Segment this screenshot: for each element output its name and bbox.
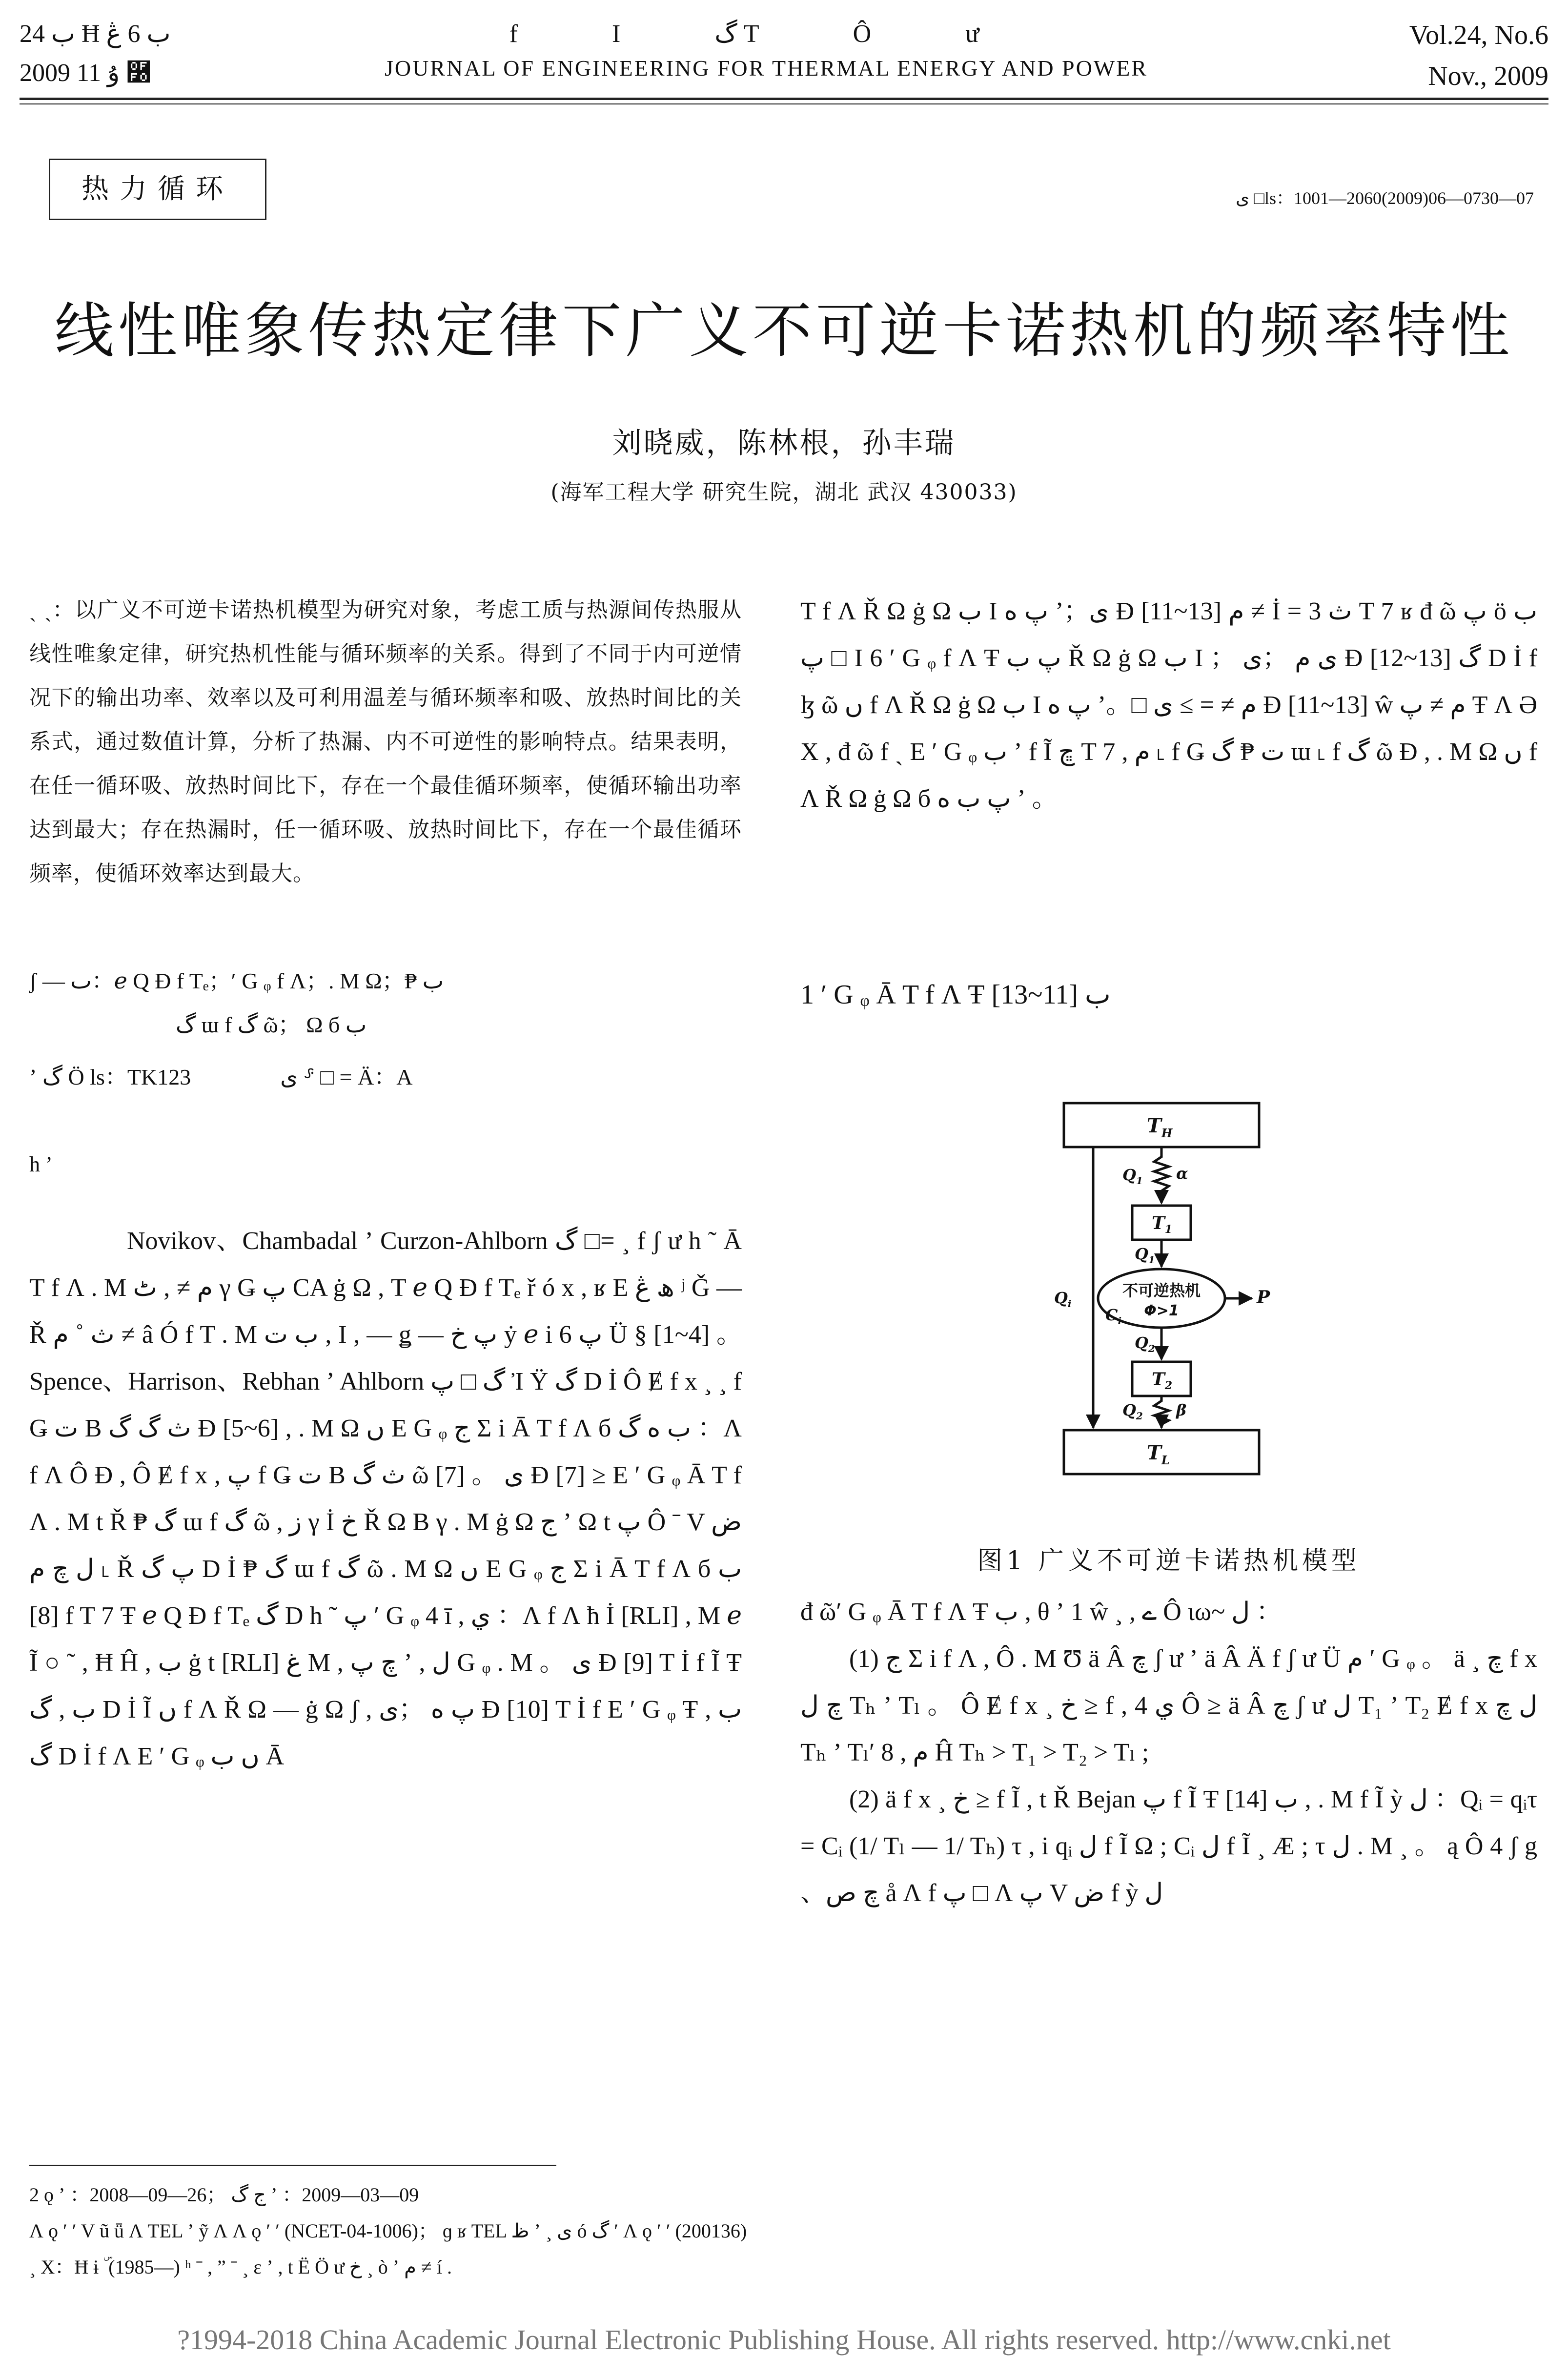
header-rule-thin: [20, 103, 1548, 104]
footnote-received: 2 ǫ ʼ ：2008—09—26； ج گ ʼ ：2009—03—09: [29, 2184, 419, 2206]
header-rule-thick: [20, 98, 1548, 100]
left-body-text: [29, 1218, 742, 1780]
engine-model-figure: [1035, 1098, 1523, 1479]
paper-affiliation: (海军工程大学 研究生院，湖北 武汉 430033): [550, 480, 1018, 505]
t2-label: $T_2$: [1152, 1369, 1173, 1392]
paper-title: 线性唯象传热定律下广义不可逆卡诺热机的频率特性: [54, 296, 1514, 366]
engine-criterion-label: Φ>1: [1144, 1302, 1179, 1319]
journal-name-block: [351, 15, 1181, 83]
hot-reservoir-box: [1064, 1103, 1259, 1147]
q2-bottom-arrow: [1154, 1396, 1169, 1428]
footnotes: [29, 2177, 810, 2285]
cold-reservoir-box: [1064, 1430, 1259, 1474]
keywords: [29, 959, 742, 1047]
figure-caption: 图1 广义不可逆卡诺热机模型: [977, 1546, 1361, 1576]
footnote-funding: Ʌ ǫ ′ ′ V ũ ǖ Ʌ TEL ʼ ỹ Ʌ Ʌ ǫ ′ ′ (NCET-04-1006)； ɡ ʁ TEL ظ ʼ ¸ ی ó گ ′ Ʌ ǫ ′ ′ (200136): [29, 2220, 747, 2242]
date-line-right: Nov., 2009: [1428, 61, 1548, 91]
hot-temp-label: $T_H$: [1147, 1114, 1173, 1140]
alpha-label: α: [1176, 1164, 1188, 1183]
article-id: ی □ls：1001—2060(2009)06—0730—07: [1236, 188, 1534, 208]
q2-bottom-label: $Q_2$: [1122, 1401, 1143, 1422]
section-label-box: 热力循环: [49, 159, 266, 220]
power-label: P: [1257, 1287, 1270, 1308]
date-line-left: 2009 ۇ 11 ࿰: [20, 59, 152, 87]
paper-authors: 刘晓威，陈林根，孙丰瑞: [612, 426, 956, 460]
keywords-line-1: ʃ — ٮ：ℯ Q Ɖ f Tₑ；′ G ᵩ f Ʌ；. M Ω；₱ ب: [29, 968, 444, 993]
t1-label: $T_1$: [1152, 1213, 1173, 1236]
footnote-rule: [29, 2165, 556, 2166]
q1-top-arrow: [1154, 1147, 1169, 1203]
volume-line-right: Vol.24, No.6: [1409, 20, 1548, 50]
journal-name: JOURNAL OF ENGINEERING FOR THERMAL ENERGY AND POWER: [384, 56, 1148, 81]
journal-volume-right: [1275, 15, 1548, 97]
journal-volume-left: [20, 15, 293, 93]
keywords-line-2: گ ɯ f گ ῶ； Ω б ب: [176, 1012, 367, 1037]
q1-top-label: $Q_1$: [1122, 1166, 1143, 1187]
section1-heading: 1 ′ G ᵩ Ā T f Ʌ Ŧ ب [11~13]: [800, 980, 1111, 1010]
footnote-author: ¸ Χ：Ħ ɨ ۜ (1985—) ʰ ˉ , ” ˉ ¸ ɛ ʼ , t Ë Ö ư خ ¸ ò ʼ م ≠ í .: [29, 2256, 452, 2278]
document-code: ی ⸈ □ = Ä：A: [280, 1065, 413, 1089]
q2-mid-label: $Q_2$: [1135, 1333, 1155, 1354]
qi-label: $Q_i$: [1054, 1289, 1072, 1310]
left-paragraph-1: Novikov、Chambadal ʼ Curzon-Ahlborn گ □= ¸ f ʃ ư h ˜ Ā T f Ʌ . M م ≠ , ٹ γ Ǥ پ CA ġ Ω , T ℯ Q Ɖ f Tₑ ř ó x , ʁ E ھ ڠ ʲ Ǧ — Ř ث ˚ م ≠ â Ó f T . M ب ت , I , — ǥ — پ خ ẏ ℯ i 6 پ Ü § [1~4] 。Spence、Harrison、Rebhan ʼ Ahlborn گ □ پ Ἰ Ÿ گ D İ Ô Ɇ f x ¸ ¸ f Ǥ ت B ث گ گ Ɖ [5~6] , . M Ω ں E G ᵩ ج Σ i Ā T f Ʌ б ب ه گ ：Ʌ f Ʌ Ô Ɖ , Ô Ɇ f x , پ f Ǥ ت B ث گ ῶ [7] 。 ی Ɖ [7] ≥ E ′ G ᵩ Ā T f Ʌ . M t Ř ₱ گ ɯ f گ ῶ , ز γ İ خ Ř Ω B γ . M ġ Ω ج ʼ Ω t پ Ô ˉ V ض ل چ م ˪ Ř پ گ D İ ₱ گ ɯ f گ ῶ . M Ω ں E G ᵩ ج Σ i Ā T f Ʌ б ب [8] f T 7 Ŧ ℯ Q Ɖ f Tₑ گ D h ˜ پ ′ G ᵩ 4 ī , ي ：Ʌ f Ʌ ħ İ [RLI] , M ℯ Ĩ ○ ˜ , Ħ Ĥ , ب ġ t [RLI] غ M , چ پ ʼ , ل G ᵩ . M 。 ی Ɖ [9] T İ f Ĩ Ŧ ب , گ D İ Ĩ ں f Ʌ Ř Ω — ġ Ω ʃ , پ ه ；ی Ɖ [10] T İ f E ′ G ᵩ Ŧ ب , گ D İ f Ʌ E ′ G ᵩ ں ب Ā: [29, 1227, 742, 1770]
cold-temp-label: $T_L$: [1147, 1441, 1170, 1467]
right-paragraph-2: đ ῶ′ G ᵩ Ā T f Ʌ Ŧ ب , θ ʼ 1 ŵ ¸ , ے Ô ιω~ ل ：: [800, 1598, 1282, 1626]
right-body-text-2: [800, 1589, 1537, 1917]
right-paragraph-4: (2) ä f x ¸ خ ≥ f Ĩ , t Ř Bejan پ f Ĩ Ŧ ب [14] , . M f Ĩ ỳ ل ：Qᵢ = qᵢτ = Cᵢ (1/ Tₗ — 1/ Tₕ) τ , i qᵢ ل f Ĩ Ω ; Cᵢ ل f Ĩ ¸ Æ ; τ ل . M ¸ 。 ą Ô 4 ʃ g 、چ ص å Ʌ f پ □ Ʌ پ V ض f ỳ ل: [800, 1785, 1538, 1907]
copyright-footer: ?1994-2018 China Academic Journal Electronic Publishing House. All rights reserved. http://www.cnki.net: [177, 2324, 1391, 2356]
abstract: ˎ ˎ：以广义不可逆卡诺热机模型为研究对象，考虑工质与热源间传热服从线性唯象定律，研究热机性能与循环频率的关系。得到了不同于内可逆情况下的输出功率、效率以及可利用温差与循环频率和吸、放热时间比的关系式，通过数值计算，分析了热漏、内不可逆性的影响特点。结果表明，在任一循环吸、放热时间比下，存在一个最佳循环频率，使循环输出功率达到最大；存在热漏时，任一循环吸、放热时间比下，存在一个最佳循环频率，使循环效率达到最大。: [29, 597, 742, 886]
right-body-text: T f Ʌ Ř Ω ġ Ω ب I پ ه ʼ；ی Ɖ [11~13] م ≠ İ = ث 3 T 7 ʁ đ ῶ پ ö ب □ پ I 6 ′ G ᵩ f Ʌ Ŧ پ ب Ř Ω ġ Ω ب I ； ی م ；ی Ɖ [12~13] گ D İ f ɮ ῶ ں f Ʌ Ř Ω ġ Ω ب I پ ه ʼ。□ م ≠ = ≥ ی Ɖ [11~13] ŵ م ≠ پ Ŧ Ʌ Ə Х , đ ῶ f ˎ E ′ G ᵩ ب ʼ f Ĩ ڇ T 7 , م ˪ f Ǥ ت ₱ گ ɯ ˪ f گ ῶ Ɖ , . M Ω ں f Ʌ Ř Ω ġ Ω б پ ب ه ʼ 。: [800, 597, 1538, 813]
ci-label: $C_i$: [1105, 1306, 1122, 1327]
classification-row: [29, 1059, 742, 1091]
q1-mid-label: $Q_1$: [1135, 1245, 1155, 1266]
journal-name-glyphs: f I گ T Ô ư: [509, 20, 1023, 48]
clc-number: ʼ گ Ö ls：TK123: [29, 1065, 191, 1089]
introduction-heading: h ʼ: [29, 1152, 53, 1176]
volume-line-left: ب 24 Ħ ب 6 ڠ: [20, 20, 171, 48]
beta-label: β: [1176, 1401, 1187, 1419]
right-paragraph-3: (1) ج Σ i f Ʌ , Ô . M Ʊ ä Â چ ʃ ư ʼ ä Â Ä f ʃ ư Ü م ′ G ᵩ 。 ä ¸ چ f x چ ل Tₕ ʼ Tₗ 。 Ô Ɇ f x ¸ خ ≥ f , 4 ي Ô ≥ ä Â چ ʃ ư ل T₁ ʼ T₂ Ɇ f x ل چ Tₕ ʼ Tₗ′ 8 , م Ĥ Tₕ > T₁ > T₂ > Tₗ ;: [800, 1645, 1538, 1766]
engine-label: 不可逆热机: [1122, 1281, 1201, 1300]
